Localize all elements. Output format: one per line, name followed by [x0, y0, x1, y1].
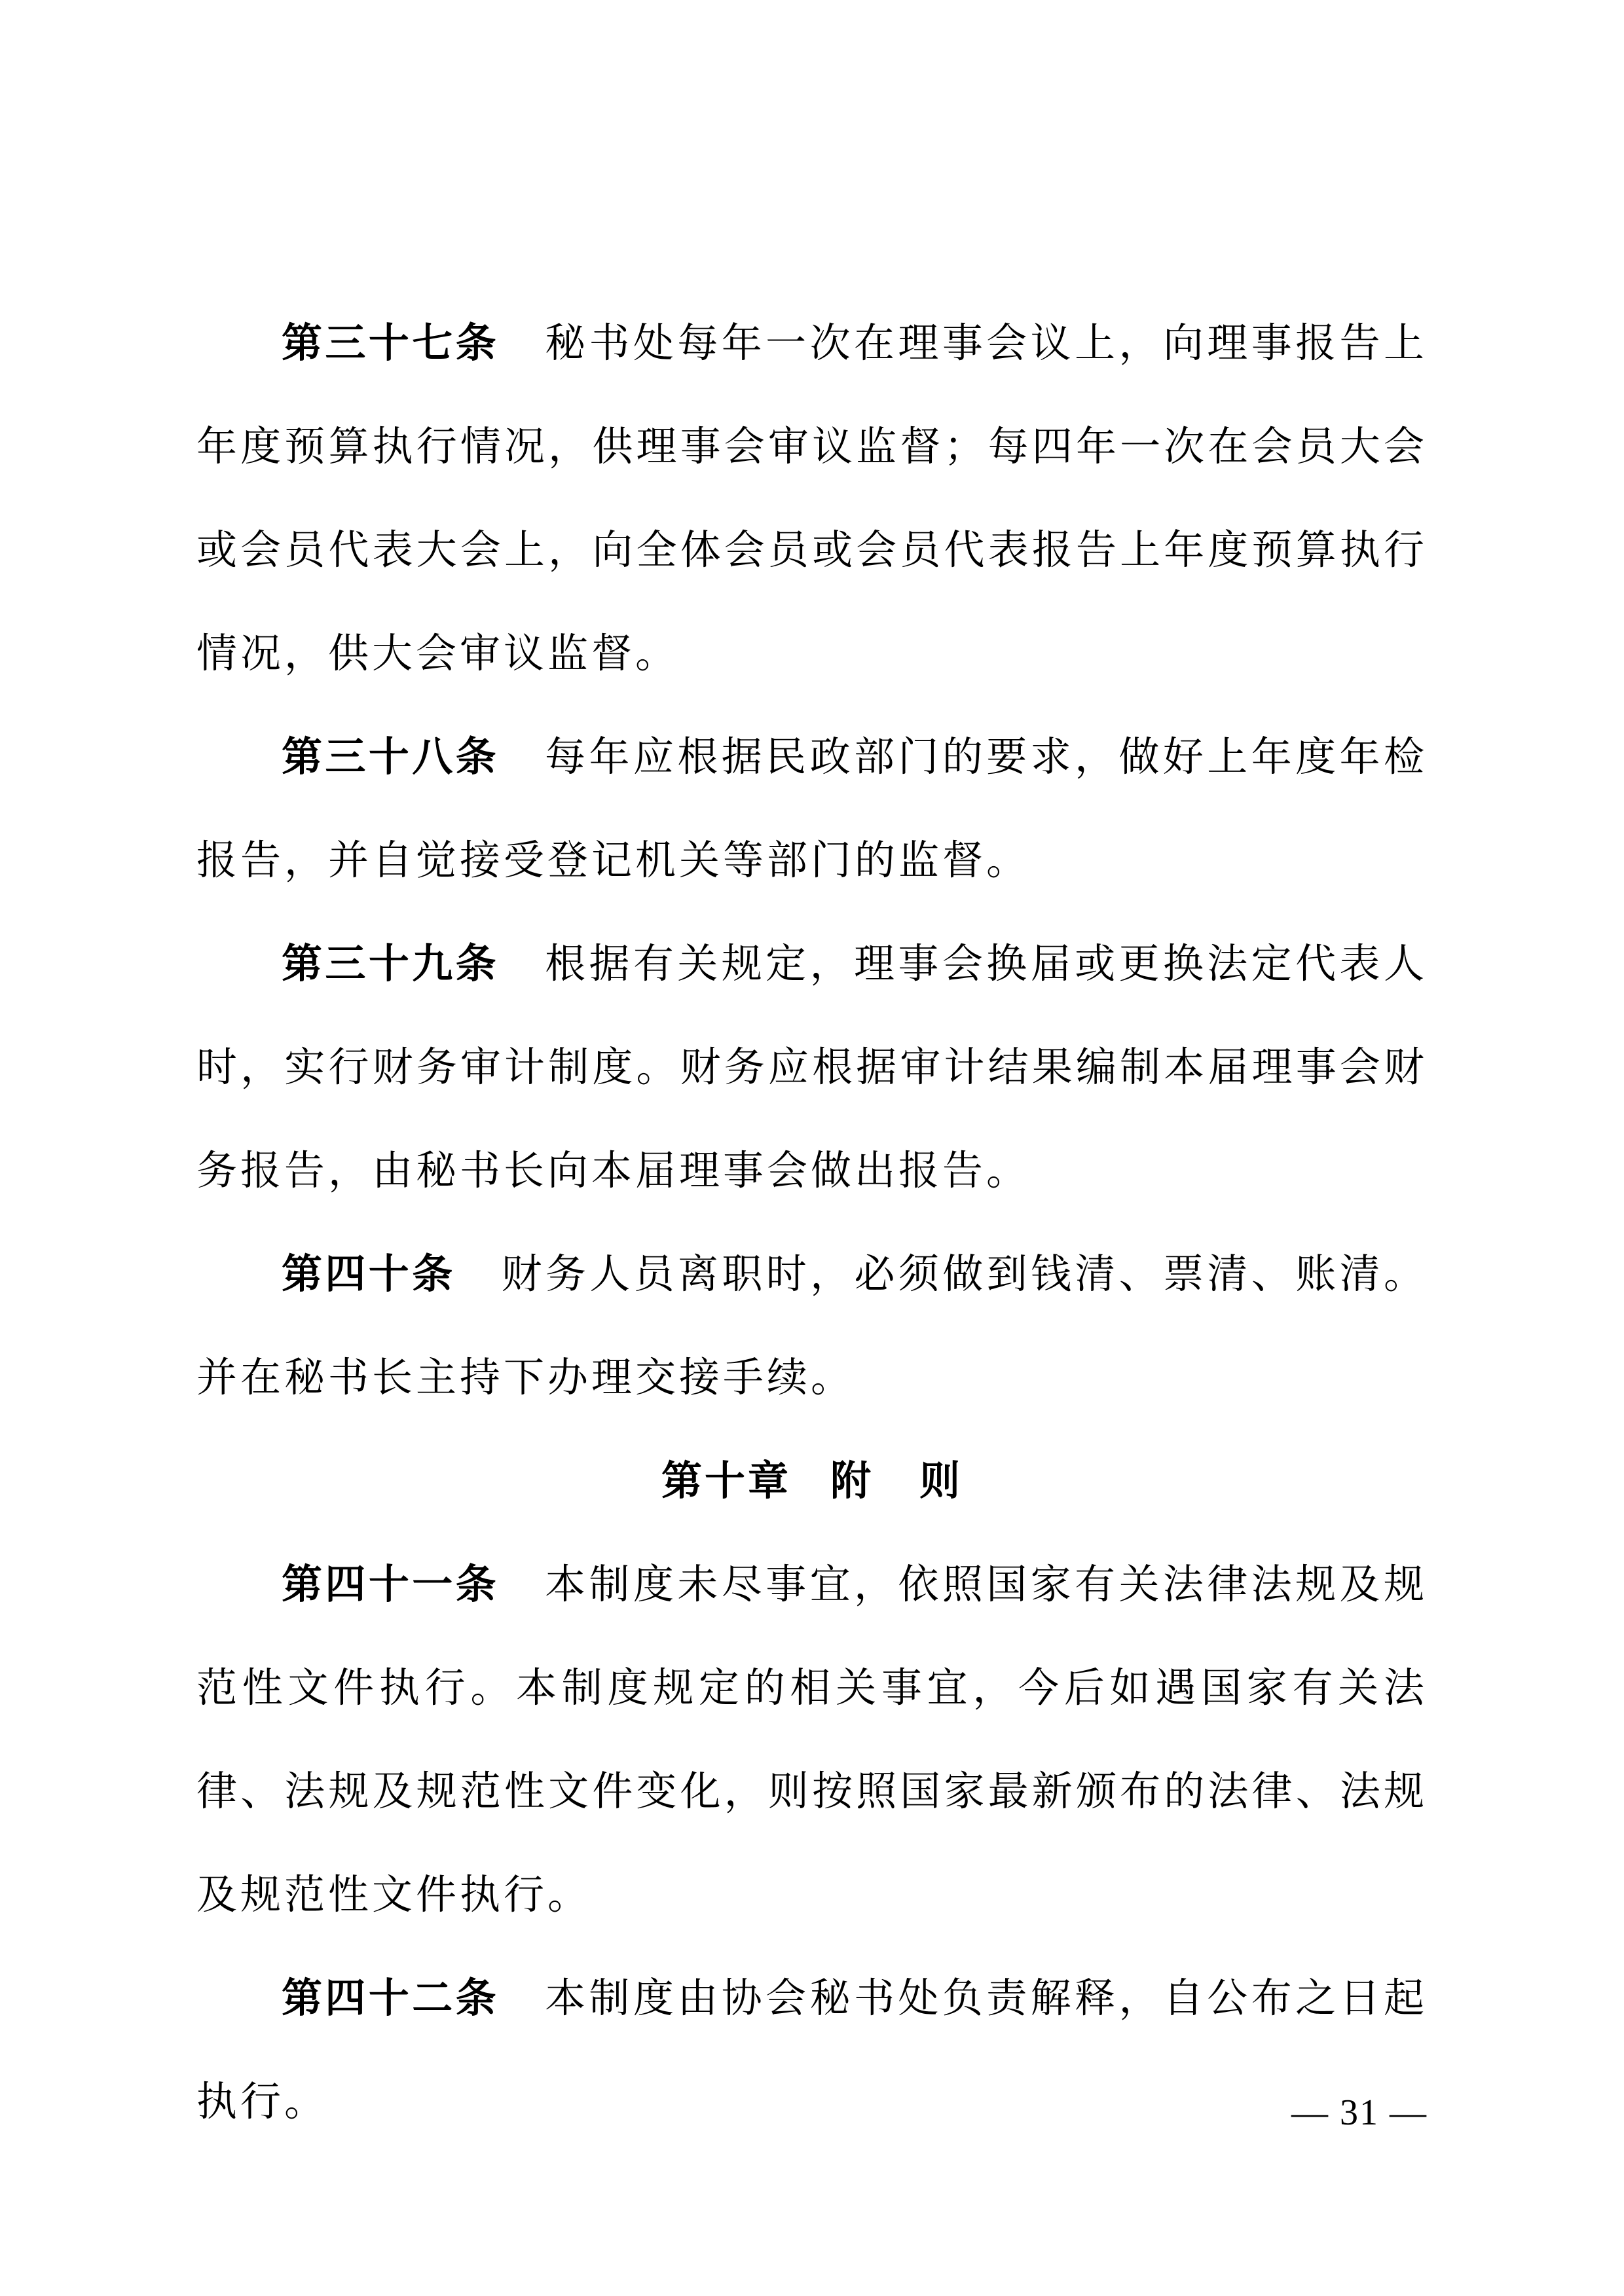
chapter-title-part1: 附	[830, 1457, 874, 1504]
article-40	[196, 1222, 1428, 1429]
article-38	[196, 705, 1428, 912]
document-page	[196, 291, 1428, 2153]
article-body: 本制度未尽事宜，依照国家有关法律法规及规范性文件执行。本制度规定的相关事宜，今后如遇国家有关法律、法规及规范性文件变化，则按照国家最新颁布的法律、法规及规范性文件执行。	[196, 1560, 1428, 1918]
article-42	[196, 1946, 1428, 2153]
article-body: 根据有关规定，理事会换届或更换法定代表人时，实行财务审计制度。财务应根据审计结果编制本届理事会财务报告，由秘书长向本届理事会做出报告。	[196, 939, 1428, 1194]
article-heading: 第三十八条	[282, 733, 500, 780]
chapter-number: 第十章	[661, 1457, 791, 1504]
article-body: 财务人员离职时，必须做到钱清、票清、账清。并在秘书长主持下办理交接手续。	[196, 1250, 1428, 1401]
article-body: 每年应根据民政部门的要求，做好上年度年检报告，并自觉接受登记机关等部门的监督。	[196, 733, 1428, 884]
article-body: 本制度由协会秘书处负责解释，自公布之日起执行。	[196, 1974, 1428, 2125]
page-number: — 31 —	[1291, 2092, 1428, 2133]
chapter-heading	[196, 1429, 1428, 1533]
article-heading: 第三十九条	[282, 939, 500, 987]
article-39	[196, 912, 1428, 1222]
article-heading: 第四十一条	[282, 1560, 500, 1608]
article-heading: 第三十七条	[282, 319, 500, 367]
article-37	[196, 291, 1428, 705]
chapter-title-part2: 则	[919, 1457, 963, 1504]
article-heading: 第四十二条	[282, 1974, 500, 2022]
article-41	[196, 1533, 1428, 1946]
article-body: 秘书处每年一次在理事会议上，向理事报告上年度预算执行情况，供理事会审议监督；每四年一次在会员大会或会员代表大会上，向全体会员或会员代表报告上年度预算执行情况，供大会审议监督。	[196, 319, 1428, 677]
article-heading: 第四十条	[282, 1250, 456, 1298]
